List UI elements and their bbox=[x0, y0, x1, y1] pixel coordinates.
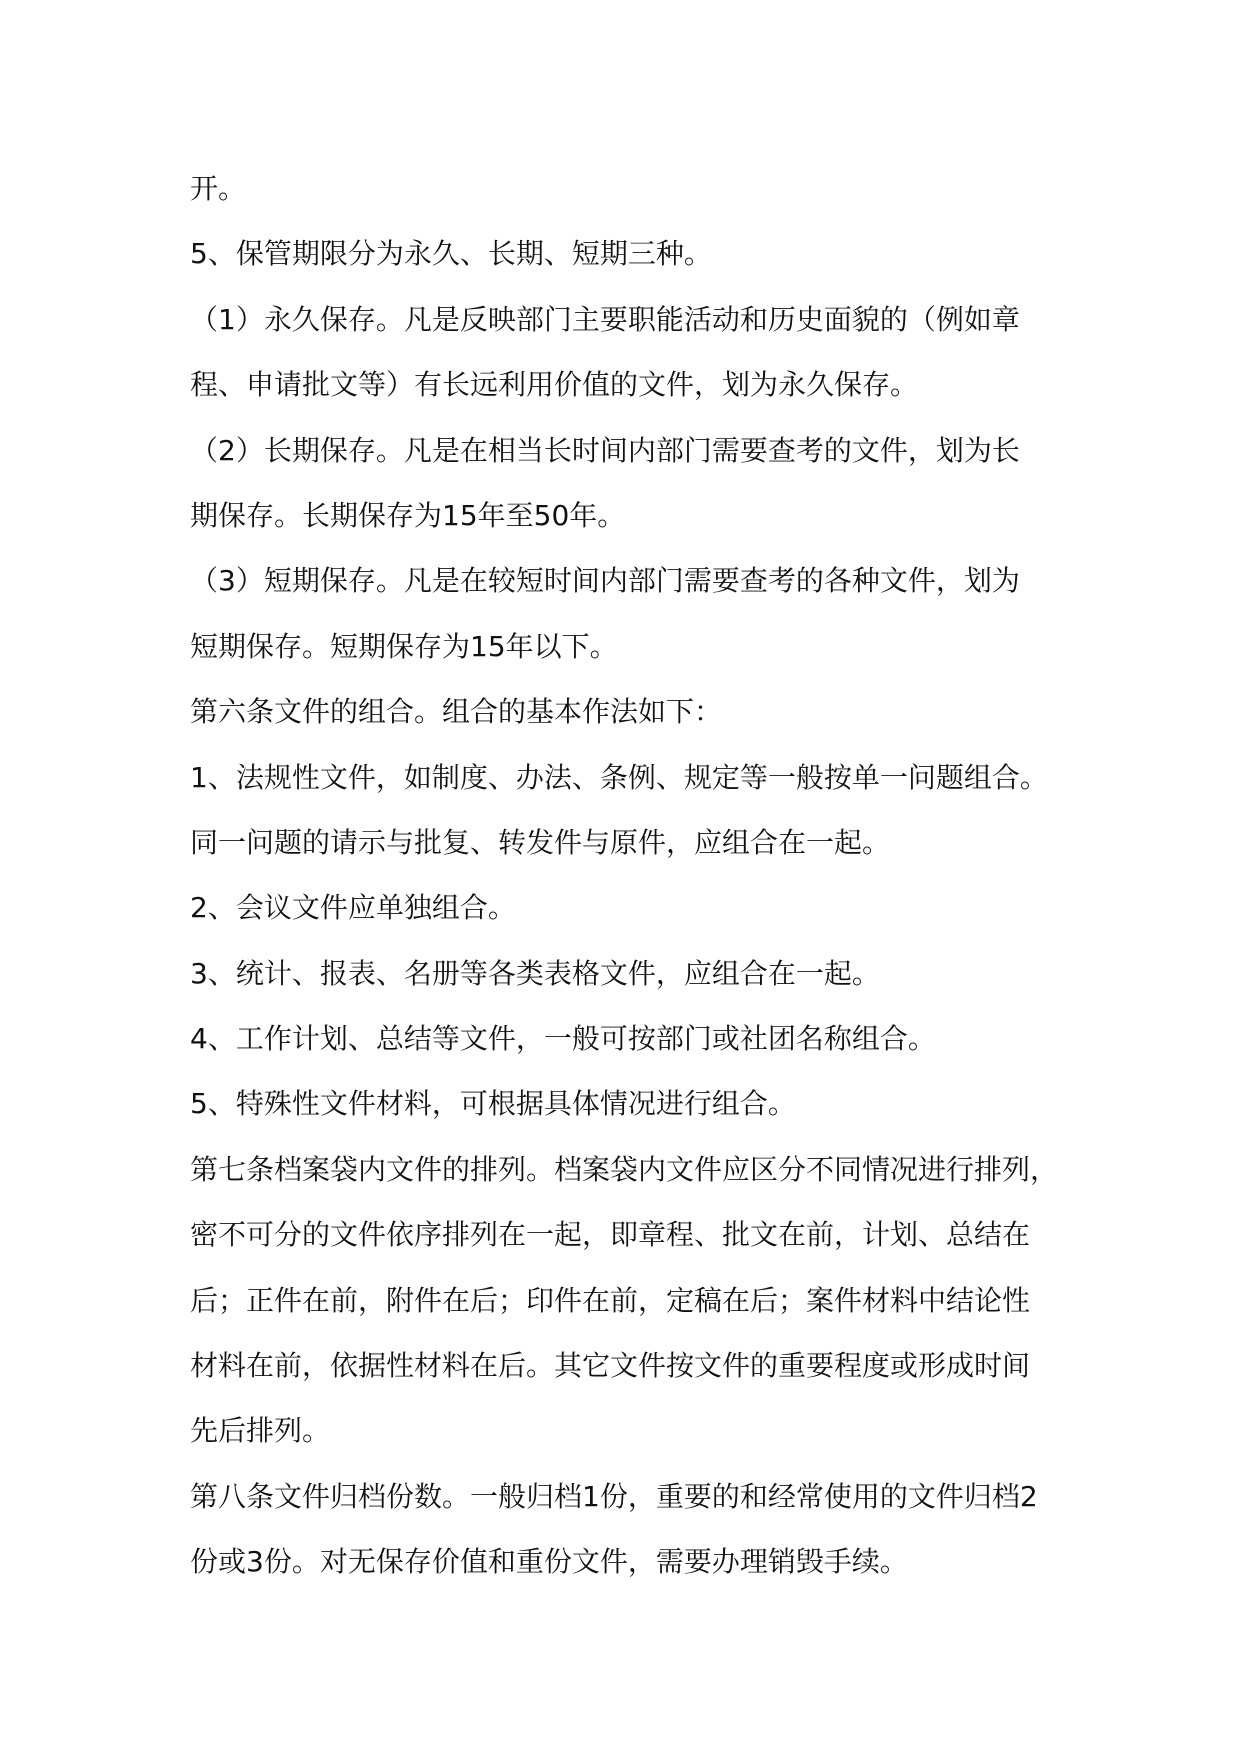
text-line: 后；正件在前，附件在后；印件在前，定稿在后；案件材料中结论性 bbox=[190, 1283, 1031, 1317]
text-line: 2、会议文件应单独组合。 bbox=[190, 891, 516, 925]
text-line: 短期保存。短期保存为15年以下。 bbox=[190, 629, 618, 663]
text-line: 1、法规性文件，如制度、办法、条例、规定等一般按单一问题组合。 bbox=[190, 760, 1048, 794]
text-line: 期保存。长期保存为15年至50年。 bbox=[190, 498, 626, 532]
text-line: 程、申请批文等）有长远利用价值的文件，划为永久保存。 bbox=[190, 368, 919, 402]
text-line: 先后排列。 bbox=[190, 1414, 331, 1448]
text-line: 3、统计、报表、名册等各类表格文件，应组合在一起。 bbox=[190, 956, 880, 990]
section-heading-article-7: 第七条档案袋内文件的排列。档案袋内文件应区分不同情况进行排列， bbox=[190, 1152, 1059, 1186]
text-line: 开。 bbox=[190, 172, 247, 205]
text-line: 份或3份。对无保存价值和重份文件，需要办理销毁手续。 bbox=[190, 1545, 908, 1579]
section-heading-article-6: 第六条文件的组合。组合的基本作法如下： bbox=[190, 695, 723, 729]
text-line: 密不可分的文件依序排列在一起，即章程、批文在前，计划、总结在 bbox=[190, 1218, 1031, 1252]
text-line: 5、保管期限分为永久、长期、短期三种。 bbox=[190, 237, 712, 271]
text-line: 5、特殊性文件材料，可根据具体情况进行组合。 bbox=[190, 1087, 796, 1121]
text-line: （2）长期保存。凡是在相当长时间内部门需要查考的文件，划为长 bbox=[190, 433, 1020, 467]
text-line: 材料在前，依据性材料在后。其它文件按文件的重要程度或形成时间 bbox=[190, 1349, 1031, 1383]
document-body bbox=[190, 156, 1060, 1595]
text-line: （1）永久保存。凡是反映部门主要职能活动和历史面貌的（例如章 bbox=[190, 302, 1020, 336]
text-line: 同一问题的请示与批复、转发件与原件，应组合在一起。 bbox=[190, 825, 891, 859]
text-line: （3）短期保存。凡是在较短时间内部门需要查考的各种文件，划为 bbox=[190, 564, 1020, 598]
section-heading-article-8: 第八条文件归档份数。一般归档1份，重要的和经常使用的文件归档2 bbox=[190, 1479, 1038, 1513]
text-line: 4、工作计划、总结等文件，一般可按部门或社团名称组合。 bbox=[190, 1022, 936, 1056]
